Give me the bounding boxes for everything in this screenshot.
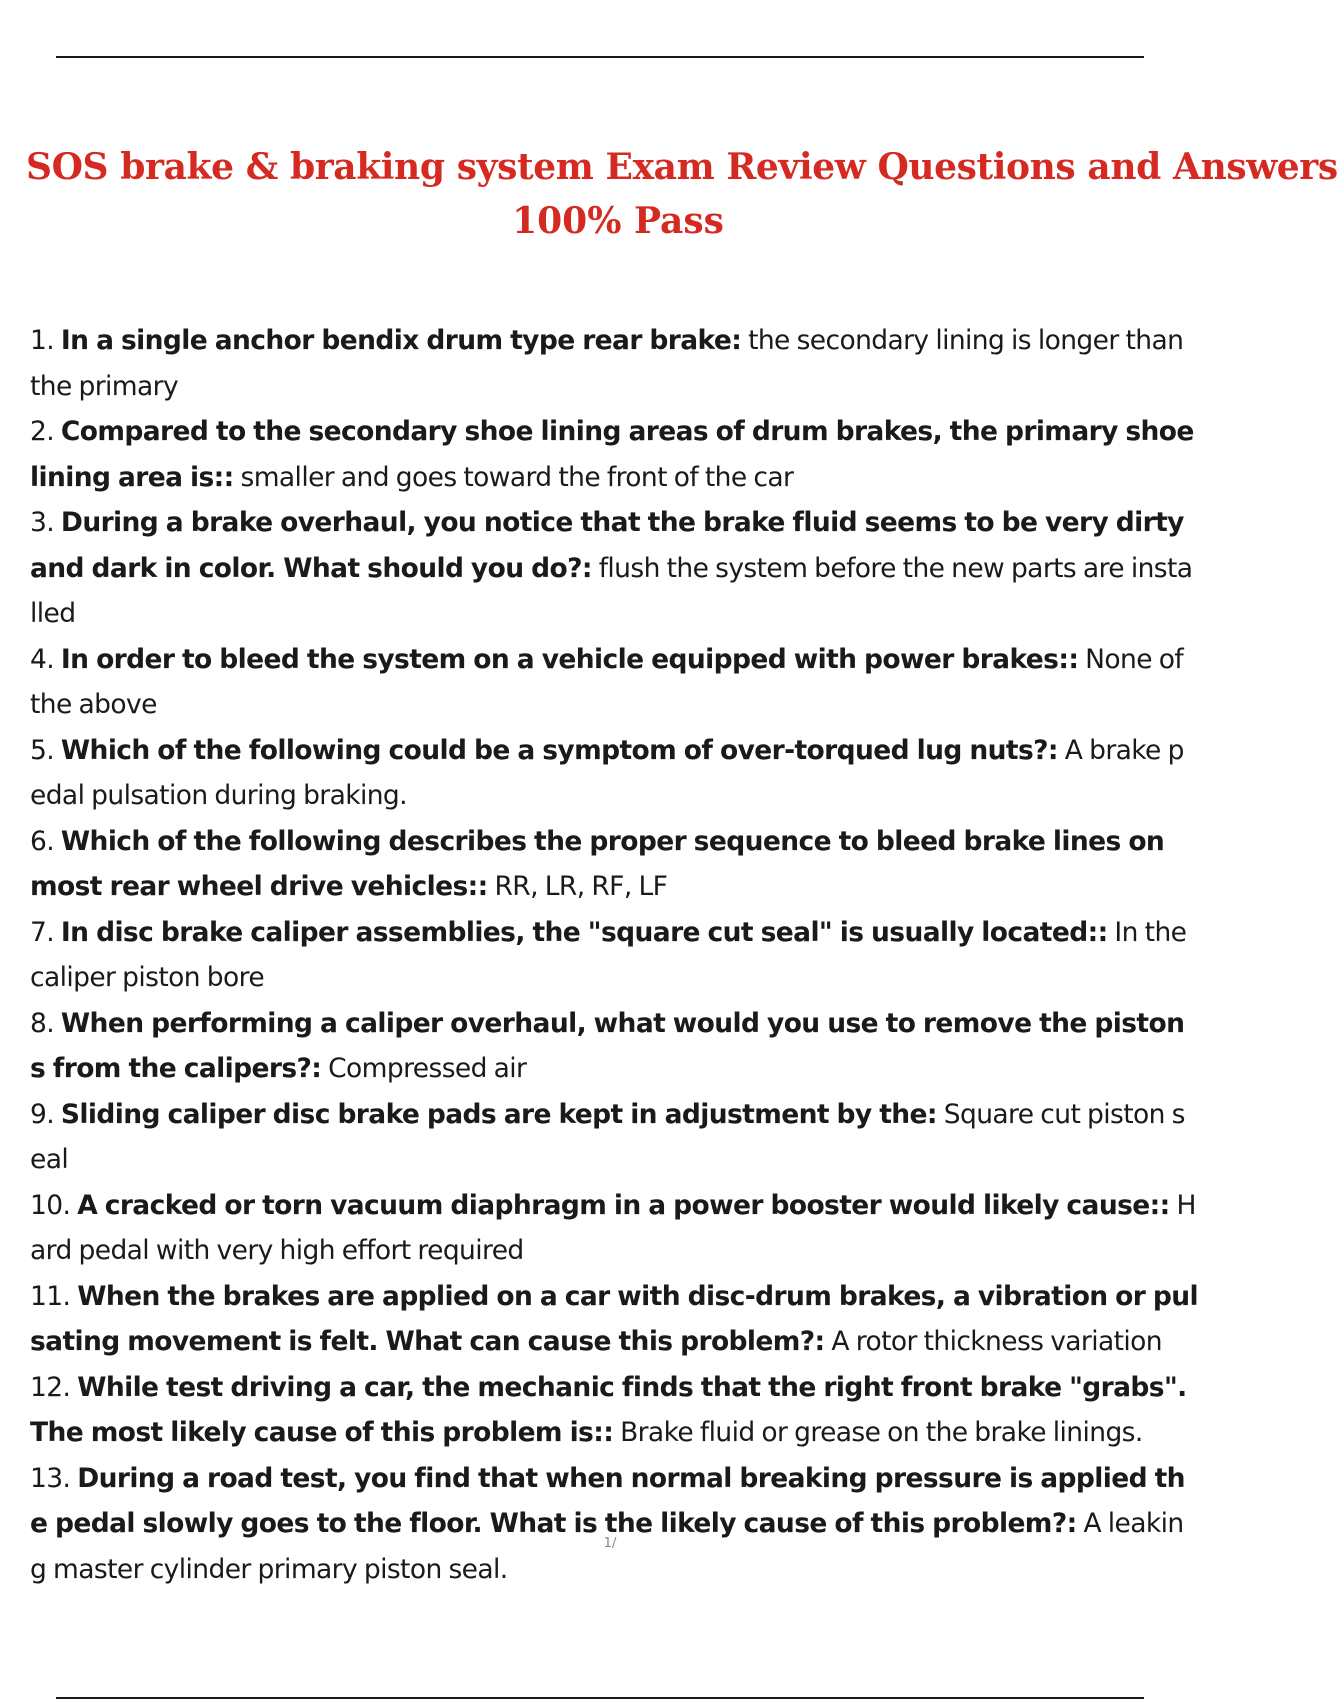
qa-item <box>30 819 1198 910</box>
item-number: 10. <box>30 1189 71 1221</box>
item-number: 7. <box>30 916 55 948</box>
question-text: Which of the following could be a symptom of over-torqued lug nuts?: <box>60 734 1058 766</box>
answer-text: Compressed air <box>328 1053 527 1084</box>
question-text: In disc brake caliper assemblies, the "square cut seal" is usually located:: <box>60 916 1108 948</box>
qa-item <box>30 728 1198 819</box>
item-number: 6. <box>30 825 55 857</box>
answer-text: Brake fluid or grease on the brake linings. <box>620 1417 1143 1448</box>
question-text: When performing a caliper overhaul, what would you use to remove the pistons from the calipers?: <box>30 1007 1185 1084</box>
qa-item <box>30 637 1198 728</box>
qa-item <box>30 1092 1198 1183</box>
item-number: 13. <box>30 1462 71 1494</box>
document-title <box>0 140 1338 248</box>
item-number: 1. <box>30 325 55 356</box>
question-text: A cracked or torn vacuum diaphragm in a power booster would likely cause:: <box>77 1189 1170 1221</box>
item-number: 12. <box>30 1371 71 1403</box>
question-text: Compared to the secondary shoe lining areas of drum brakes, the primary shoe lining area is:: <box>30 416 1194 493</box>
qa-item <box>30 318 1198 409</box>
item-number: 11. <box>30 1280 71 1312</box>
question-text: In order to bleed the system on a vehicle equipped with power brakes:: <box>60 643 1079 675</box>
answer-text: RR, LR, RF, LF <box>494 871 668 902</box>
answer-text: Hard pedal with very high effort required <box>30 1189 1196 1266</box>
qa-item <box>30 1183 1198 1274</box>
item-number: 4. <box>30 643 55 675</box>
qa-item <box>30 1001 1198 1092</box>
question-text: During a brake overhaul, you notice that the brake fluid seems to be very dirty and dark in color. What should you do?: <box>30 507 1184 584</box>
answer-text: the secondary lining is longer than the primary <box>30 325 1184 402</box>
bottom-rule <box>56 1697 1144 1699</box>
page-number: 1/ <box>603 1536 617 1551</box>
answer-text: A brake pedal pulsation during braking. <box>30 734 1184 811</box>
qa-item <box>30 1274 1198 1365</box>
qa-list <box>30 318 1198 1592</box>
answer-text: A rotor thickness variation <box>831 1326 1162 1357</box>
item-number: 2. <box>30 416 55 447</box>
item-number: 3. <box>30 507 55 538</box>
item-number: 8. <box>30 1007 55 1039</box>
top-rule <box>56 56 1144 58</box>
answer-text: In the caliper piston bore <box>30 916 1187 993</box>
answer-text: None of the above <box>30 643 1184 720</box>
answer-text: smaller and goes toward the front of the car <box>240 461 794 493</box>
question-text: Sliding caliper disc brake pads are kept in adjustment by the: <box>60 1098 937 1130</box>
title-line-1: SOS brake & braking system Exam Review Questions and Answers <box>26 146 1338 188</box>
qa-item <box>30 500 1198 637</box>
answer-text: flush the system before the new parts are installed <box>30 552 1193 629</box>
qa-item <box>30 1456 1198 1593</box>
question-text: Which of the following describes the proper sequence to bleed brake lines on most rear wheel drive vehicles:: <box>30 825 1165 902</box>
question-text: During a road test, you find that when normal breaking pressure is applied the pedal slowly goes to the floor. What is the likely cause of this problem?: <box>30 1462 1185 1539</box>
question-text: In a single anchor bendix drum type rear brake: <box>60 325 742 356</box>
qa-item <box>30 910 1198 1001</box>
question-text: When the brakes are applied on a car with disc-drum brakes, a vibration or pulsating movement is felt. What can cause this problem?: <box>30 1280 1199 1357</box>
item-number: 9. <box>30 1098 55 1130</box>
answer-text: Square cut piston seal <box>30 1098 1185 1175</box>
item-number: 5. <box>30 734 55 766</box>
question-text: While test driving a car, the mechanic finds that the right front brake "grabs". The most likely cause of this problem is:: <box>30 1371 1187 1448</box>
title-line-2: 100% Pass <box>512 200 724 242</box>
answer-text: A leaking master cylinder primary piston seal. <box>30 1508 1184 1585</box>
qa-item <box>30 1365 1198 1456</box>
qa-item <box>30 409 1198 500</box>
